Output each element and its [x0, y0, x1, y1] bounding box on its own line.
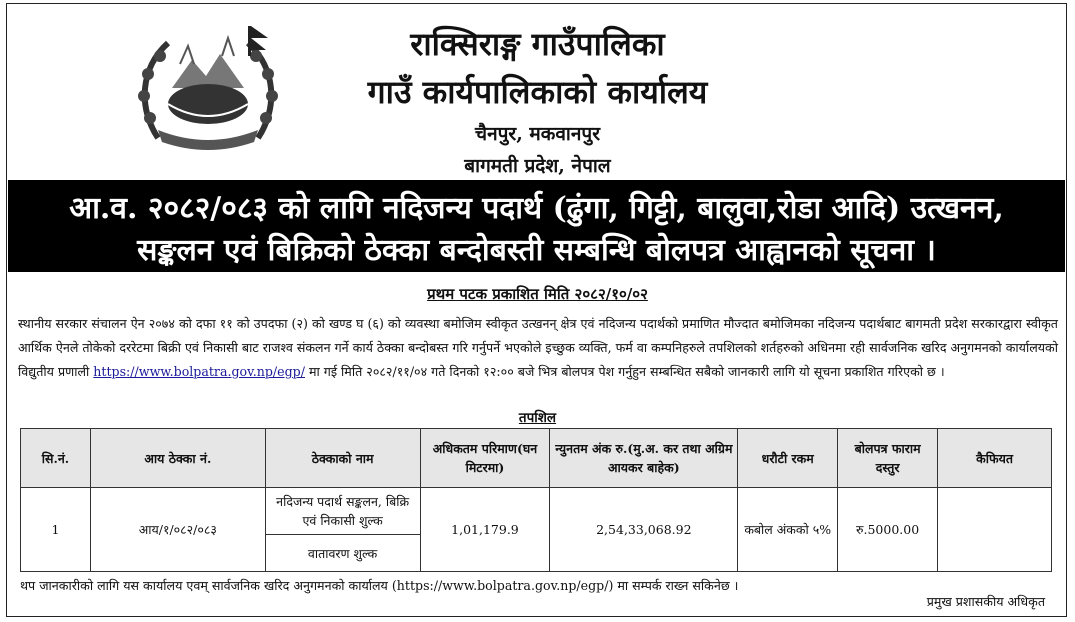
body-text-after: मा गई मिति २०८२/११/०४ गते दिनको १२:०० बजे भित्र बोलपत्र पेश गर्नुहुन सम्बन्धित सबैको जानकारी लागि यो सूचना प्रकाशित गरिएको छ । [304, 364, 945, 379]
cell-contract-name-2: वातावरण शुल्क [265, 535, 420, 572]
cell-form-fee: रु.5000.00 [838, 488, 938, 572]
table-header-row [21, 429, 1052, 488]
publication-date [0, 284, 1075, 304]
egp-link[interactable]: https://www.bolpatra.gov.np/egp/ [93, 364, 305, 379]
col-header-contract-name: ठेक्काको नाम [265, 429, 420, 488]
col-header-quantity: अधिकतम परिमाण(घन मिटरमा) [420, 429, 550, 488]
office-address: चैनपुर, मकवानपुर [475, 123, 600, 145]
publication-date-text: प्रथम पटक प्रकाशित मिति २०८२/१०/०२ [427, 285, 648, 303]
body-text-before: स्थानीय सरकार संचालन ऐन २०७४ को दफा ११ को उपदफा (२) को खण्ड घ (६) को व्यवस्था बमोजिम स्वीकृत उत्खनन् क्षेत्र एवं नदिजन्य पदार्थको प्रमाणित मौज्दात बमोजिमका नदिजन्य पदार्थबाट बागमती प्रदेश सरकारद्वारा स्वीकृत आर्थिक ऐनले तोकेको दररेटमा बिक्री एवं निकासी बाट राजश्व संकलन गर्ने कार्य ठेक्का बन्दोबस्त गरि गर्नुपर्ने भएकोले इच्छुक व्यक्ति, फर्म वा कम्पनिहरुले तपशिलको शर्तहरुको अधिनमा रही सार्वजनिक खरिद अनुगमनको कार्यालयको विद्युतीय प्रणाली [18, 316, 1058, 379]
col-header-form-fee: बोलपत्र फाराम दस्तुर [838, 429, 938, 488]
cell-deposit: कबोल अंकको ५% [738, 488, 838, 572]
org-name: राक्सिराङ्ग गाउँपालिका [410, 25, 665, 63]
col-header-remarks: कैफियत [938, 429, 1052, 488]
cell-contract-no: आय/१/०८२/०८३ [90, 488, 265, 572]
table-row [21, 488, 1052, 535]
details-table [20, 428, 1052, 572]
cell-remarks [938, 488, 1052, 572]
province-country: बागमती प्रदेश, नेपाल [464, 155, 611, 177]
col-header-contract-no: आय ठेक्का नं. [90, 429, 265, 488]
notice-body [18, 312, 1058, 384]
office-name: गाउँ कार्यपालिकाको कार्यालय [367, 73, 708, 111]
cell-quantity: 1,01,179.9 [420, 488, 550, 572]
footer-note: थप जानकारीको लागि यस कार्यालय एवम् सार्वजनिक खरिद अनुगमनको कार्यालय (https://www.bolpatra.gov.np/egp/) मा सम्पर्क राख्न सकिनेछ । [20, 578, 739, 593]
notice-title-line1: आ.व. २०८२/०८३ को लागि नदिजन्य पदार्थ (ढुंगा, गिट्टी, बालुवा,रोडा आदि) उत्खनन, [69, 191, 1004, 226]
col-header-min-amount: न्युनतम अंक रु.(मु.अ. कर तथा अग्रिम आयकर बाहेक) [550, 429, 738, 488]
notice-title-banner [8, 180, 1065, 272]
cell-sn: 1 [21, 488, 91, 572]
signatory: प्रमुख प्रशासकीय अधिकृत [926, 594, 1045, 609]
col-header-sn: सि.नं. [21, 429, 91, 488]
table-title: तपशिल [518, 410, 557, 426]
col-header-deposit: धरौटी रकम [738, 429, 838, 488]
cell-min-amount: 2,54,33,068.92 [550, 488, 738, 572]
notice-title-line2: सङ्कलन एवं बिक्रिको ठेक्का बन्दोबस्ती सम्बन्धि बोलपत्र आह्वानको सूचना । [137, 233, 936, 268]
cell-contract-name-1: नदिजन्य पदार्थ सङ्कलन, बिक्रि एवं निकासी शुल्क [265, 488, 420, 535]
